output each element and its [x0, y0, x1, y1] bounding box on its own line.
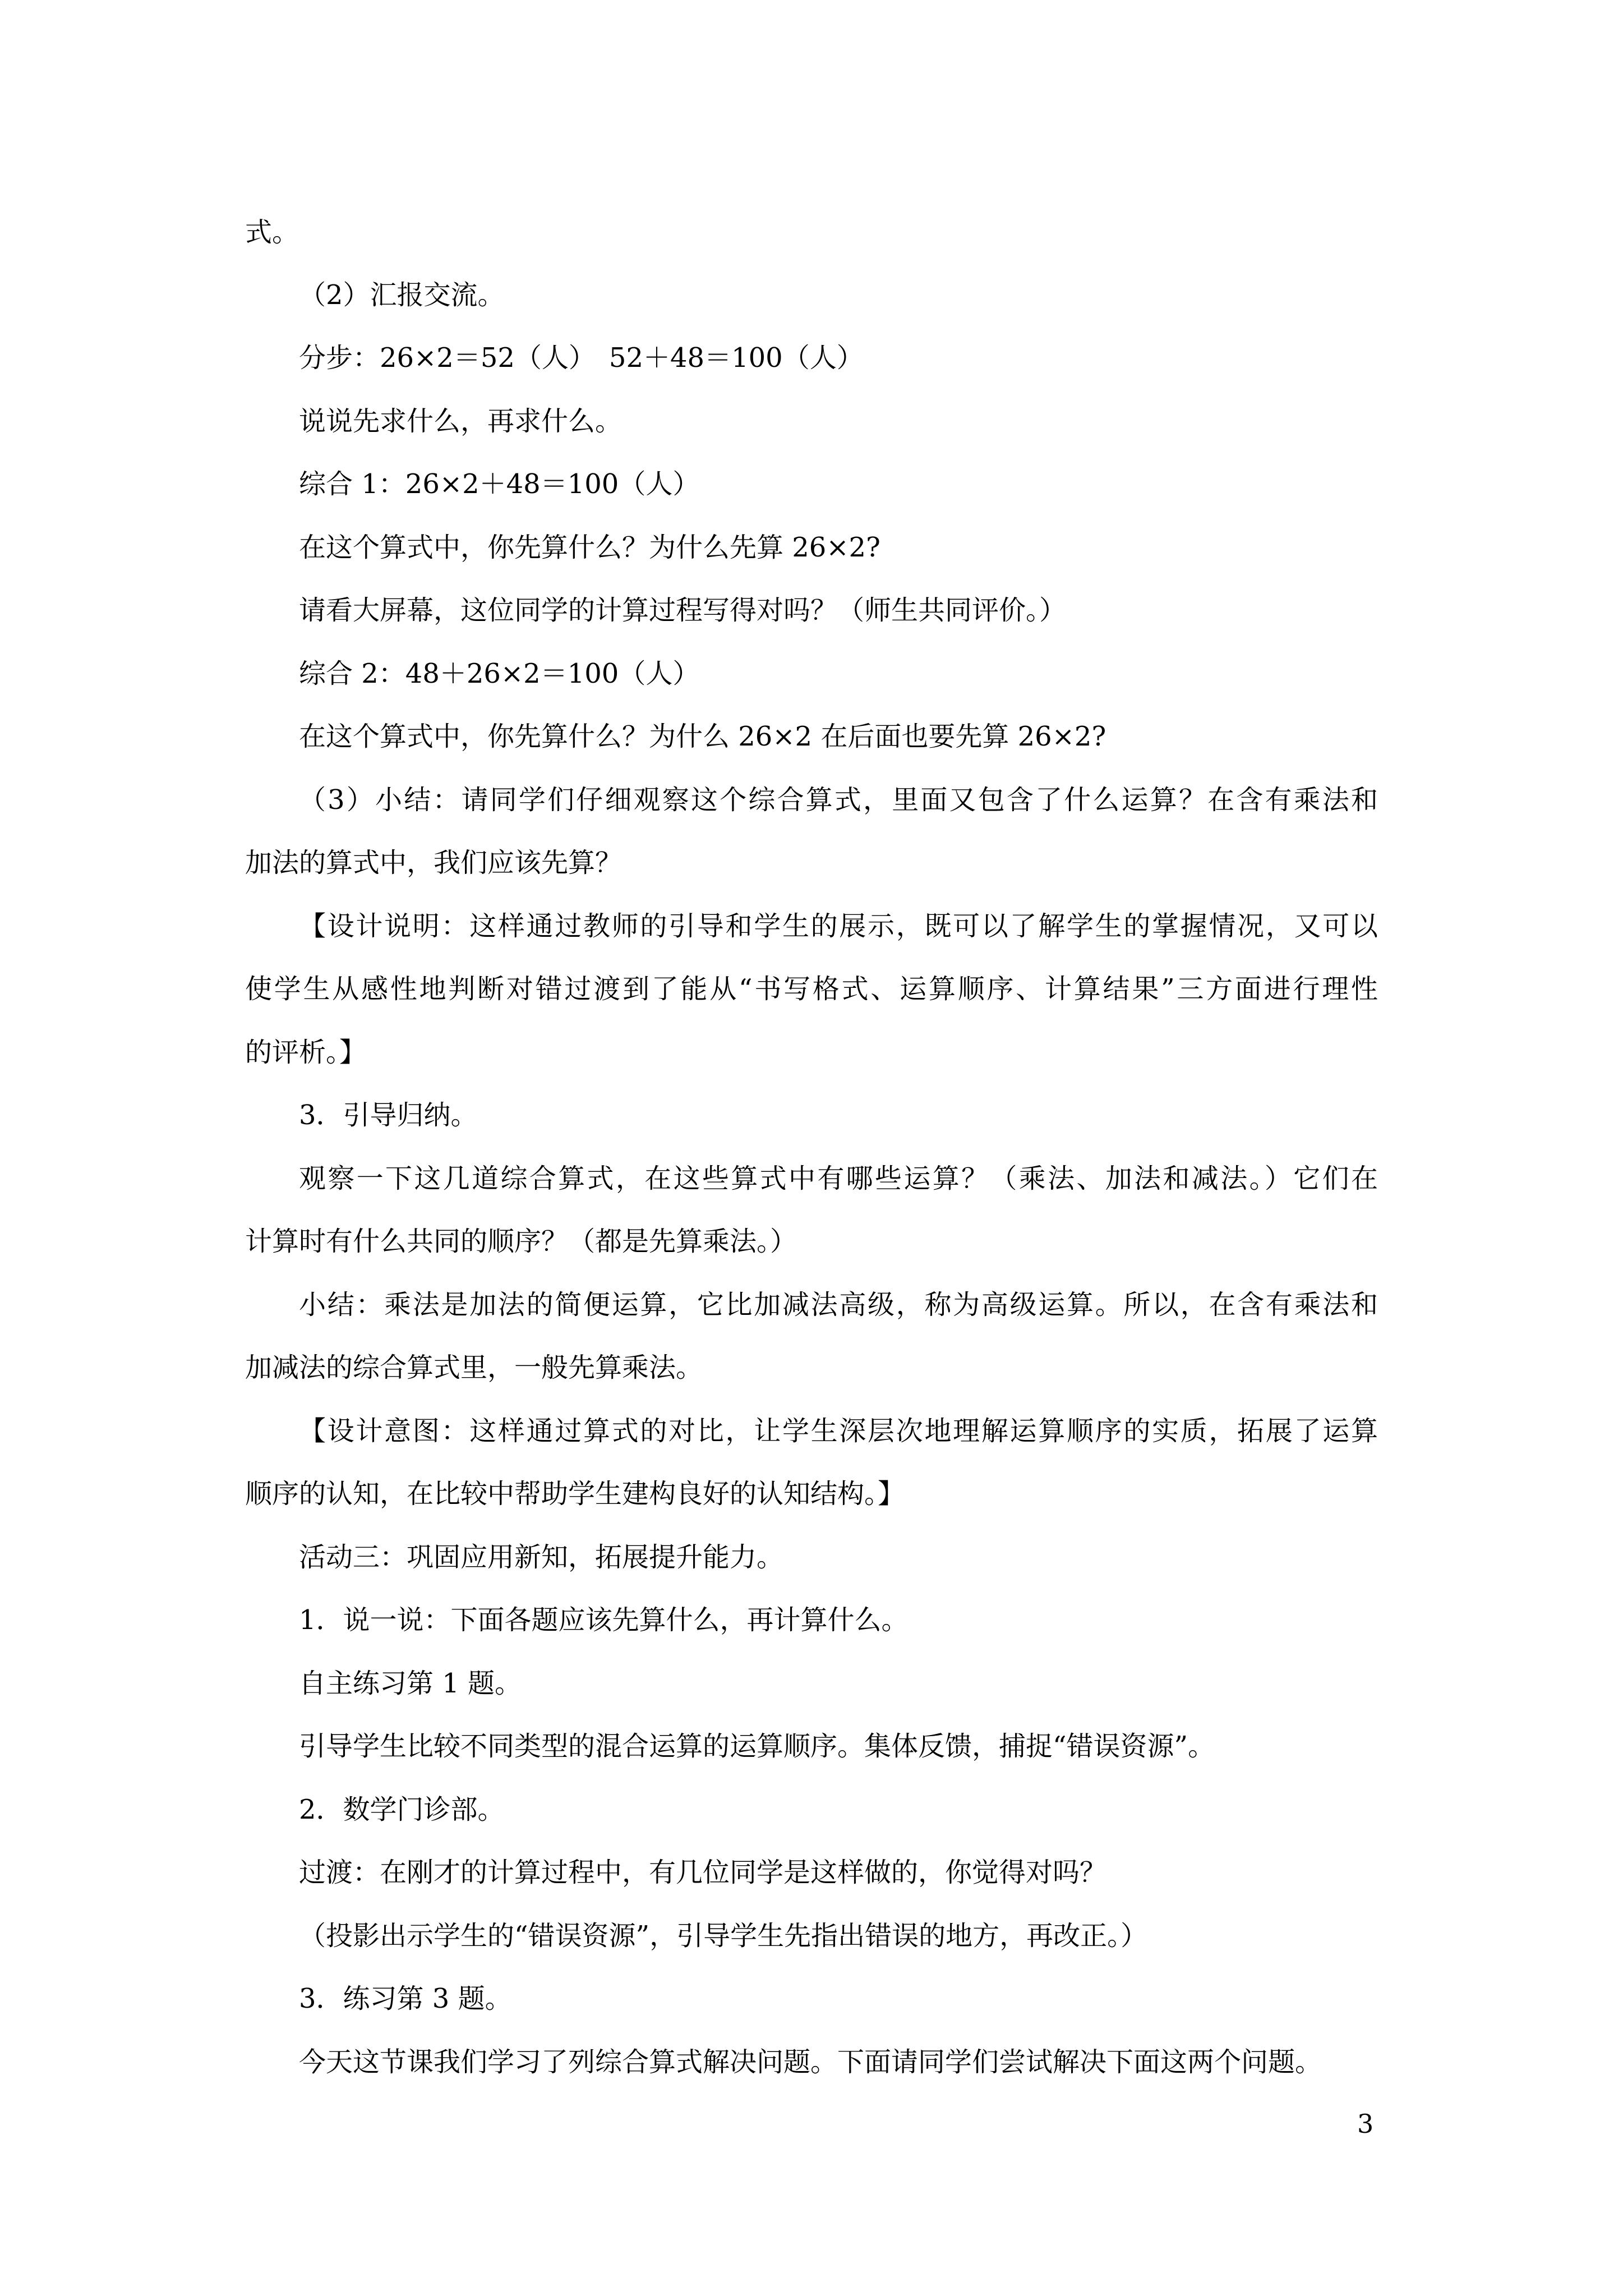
text-line: 观察一下这几道综合算式，在这些算式中有哪些运算？（乘法、加法和减法。）它们在 — [299, 1163, 1378, 1194]
text-line: 使学生从感性地判断对错过渡到了能从“书写格式、运算顺序、计算结果”三方面进行理性 — [245, 973, 1378, 1005]
text-line: 【设计说明：这样通过教师的引导和学生的展示，既可以了解学生的掌握情况，又可以 — [299, 910, 1378, 942]
text-line: 活动三：巩固应用新知，拓展提升能力。 — [299, 1542, 784, 1573]
text-line: 综合 1：26×2＋48＝100（人） — [299, 468, 700, 500]
text-line: 顺序的认知，在比较中帮助学生建构良好的认知结构。】 — [245, 1478, 905, 1510]
text-line: 的评析。】 — [245, 1037, 367, 1068]
text-line: 加减法的综合算式里，一般先算乘法。 — [245, 1352, 703, 1383]
text-line: 加法的算式中，我们应该先算？ — [245, 847, 623, 878]
text-line: 小结：乘法是加法的简便运算，它比加减法高级，称为高级运算。所以，在含有乘法和 — [299, 1289, 1378, 1320]
text-line: 【设计意图：这样通过算式的对比，让学生深层次地理解运算顺序的实质，拓展了运算 — [299, 1415, 1378, 1447]
text-line: 过渡：在刚才的计算过程中，有几位同学是这样做的，你觉得对吗？ — [299, 1857, 1107, 1888]
text-line: （3）小结：请同学们仔细观察这个综合算式，里面又包含了什么运算？在含有乘法和 — [299, 784, 1378, 816]
text-line: 分步：26×2＝52（人） 52＋48＝100（人） — [299, 342, 864, 374]
text-line: 引导学生比较不同类型的混合运算的运算顺序。集体反馈，捕捉“错误资源”。 — [299, 1731, 1215, 1762]
page-number: 3 — [1357, 2109, 1374, 2139]
text-line: 计算时有什么共同的顺序？（都是先算乘法。） — [245, 1226, 797, 1257]
text-line: （2）汇报交流。 — [299, 279, 505, 311]
text-line: 综合 2：48＋26×2＝100（人） — [299, 658, 700, 689]
text-line: 3．引导归纳。 — [299, 1099, 478, 1131]
text-line: 在这个算式中，你先算什么？为什么先算 26×2? — [299, 532, 880, 563]
text-line: 3．练习第 3 题。 — [299, 1983, 512, 2014]
text-line: 说说先求什么，再求什么。 — [299, 406, 623, 437]
text-line: 1．说一说：下面各题应该先算什么，再计算什么。 — [299, 1604, 909, 1636]
text-line: 在这个算式中，你先算什么？为什么 26×2 在后面也要先算 26×2? — [299, 721, 1106, 752]
text-line: 今天这节课我们学习了列综合算式解决问题。下面请同学们尝试解决下面这两个问题。 — [299, 2046, 1322, 2078]
text-line: 请看大屏幕，这位同学的计算过程写得对吗？（师生共同评价。） — [299, 595, 1067, 626]
text-line: 自主练习第 1 题。 — [299, 1668, 522, 1699]
text-line: （投影出示学生的“错误资源”，引导学生先指出错误的地方，再改正。） — [299, 1920, 1148, 1952]
text-line: 2．数学门诊部。 — [299, 1794, 505, 1825]
text-line: 式。 — [245, 217, 299, 248]
